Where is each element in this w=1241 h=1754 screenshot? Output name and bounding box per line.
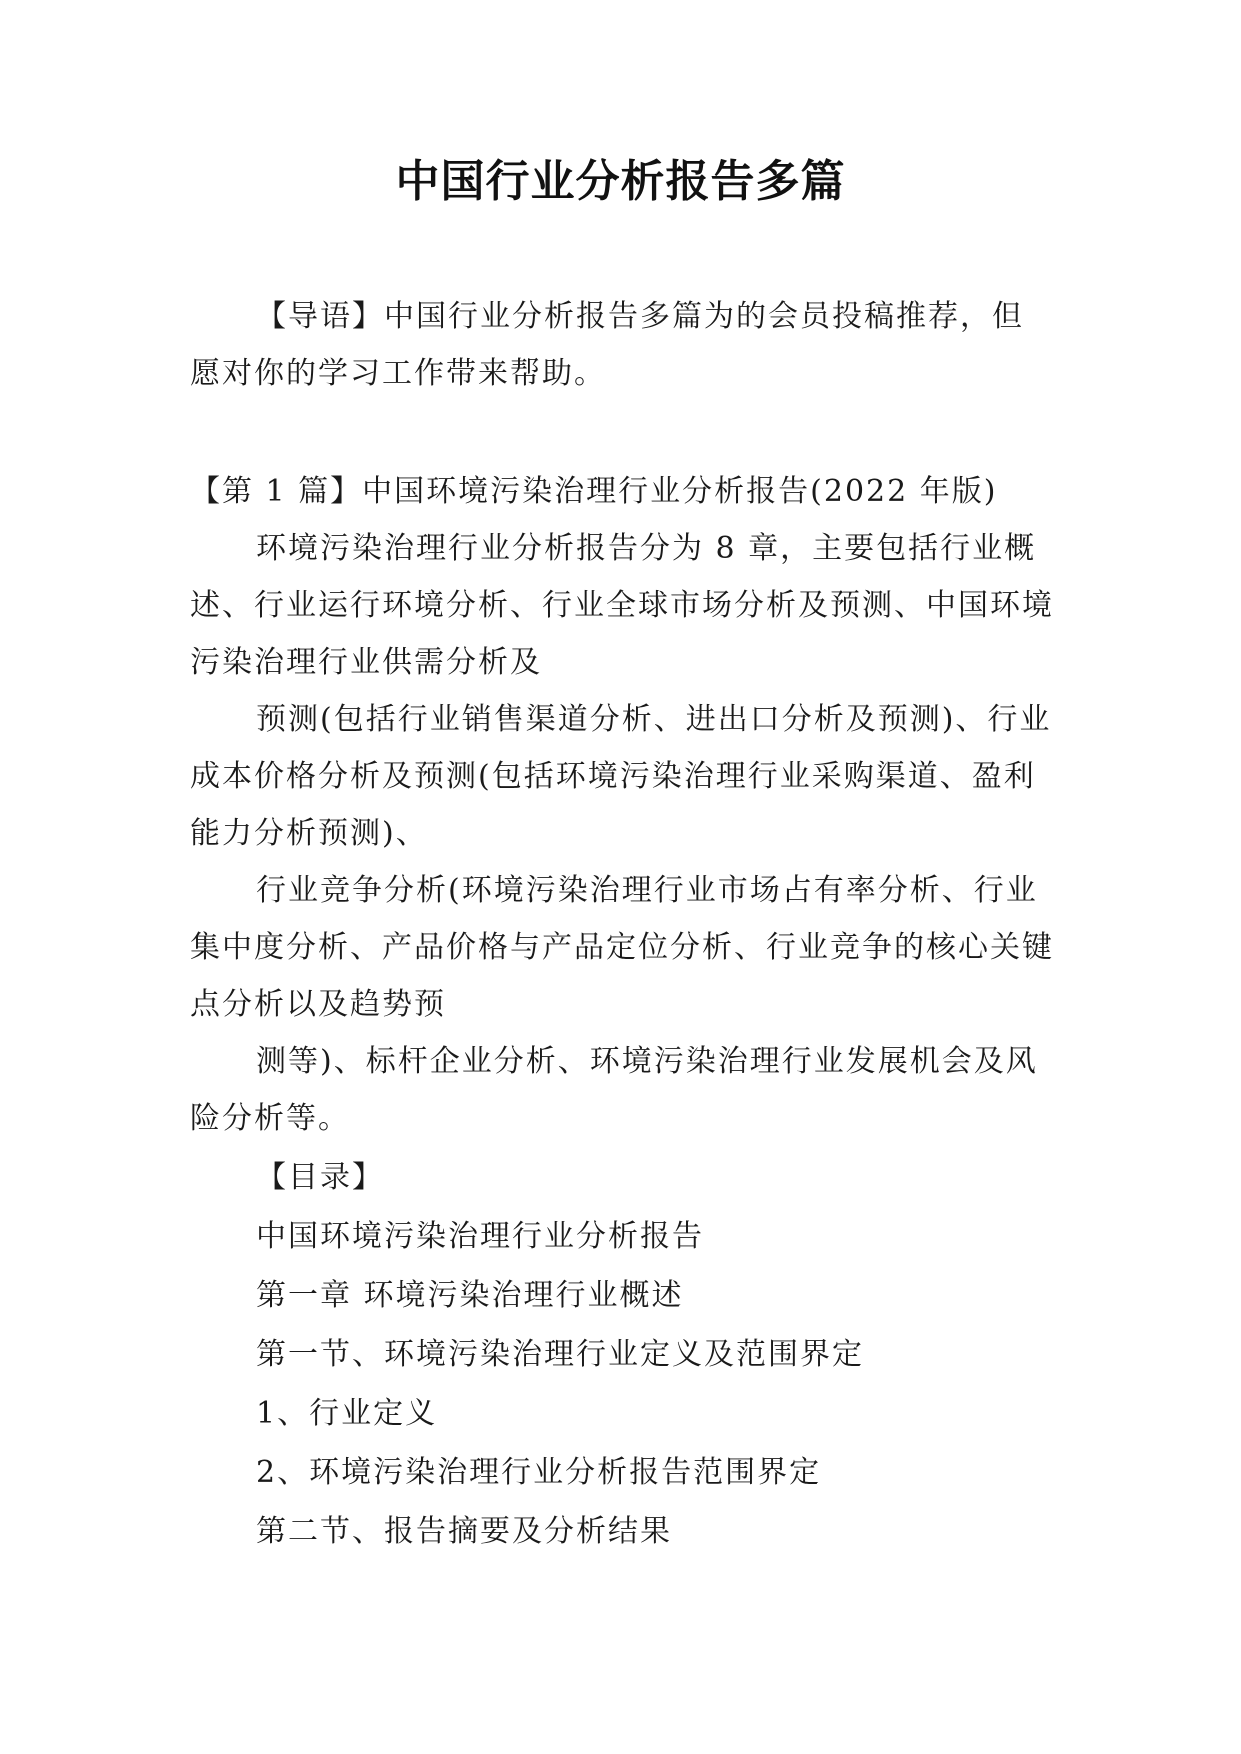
toc-item: 第一节、环境污染治理行业定义及范围界定 (256, 1337, 864, 1372)
report-body (190, 463, 1055, 1561)
toc-item: 第一章 环境污染治理行业概述 (256, 1278, 684, 1313)
intro-block (190, 288, 1055, 402)
body-paragraph: 预测(包括行业销售渠道分析、进出口分析及预测)、行业成本价格分析及预测(包括环境污染治理行业采购渠道、盈利能力分析预测)、 (190, 702, 1052, 851)
body-paragraph: 环境污染治理行业分析报告分为 8 章，主要包括行业概述、行业运行环境分析、行业全球市场分析及预测、中国环境污染治理行业供需分析及 (190, 531, 1054, 680)
body-paragraph: 测等)、标杆企业分析、环境污染治理行业发展机会及风险分析等。 (190, 1044, 1038, 1136)
body-paragraph: 行业竞争分析(环境污染治理行业市场占有率分析、行业集中度分析、产品价格与产品定位分析、行业竞争的核心关键点分析以及趋势预 (190, 873, 1054, 1022)
intro-paragraph: 【导语】中国行业分析报告多篇为的会员投稿推荐，但愿对你的学习工作带来帮助。 (190, 299, 1024, 391)
toc-heading: 【目录】 (256, 1160, 384, 1195)
toc-item: 2、环境污染治理行业分析报告范围界定 (256, 1455, 822, 1490)
toc-item: 1、行业定义 (256, 1396, 438, 1431)
document-title: 中国行业分析报告多篇 (395, 156, 846, 207)
toc-item: 中国环境污染治理行业分析报告 (256, 1219, 704, 1254)
toc-item: 第二节、报告摘要及分析结果 (256, 1514, 672, 1549)
section-heading: 【第 1 篇】中国环境污染治理行业分析报告(2022 年版) (190, 474, 998, 509)
